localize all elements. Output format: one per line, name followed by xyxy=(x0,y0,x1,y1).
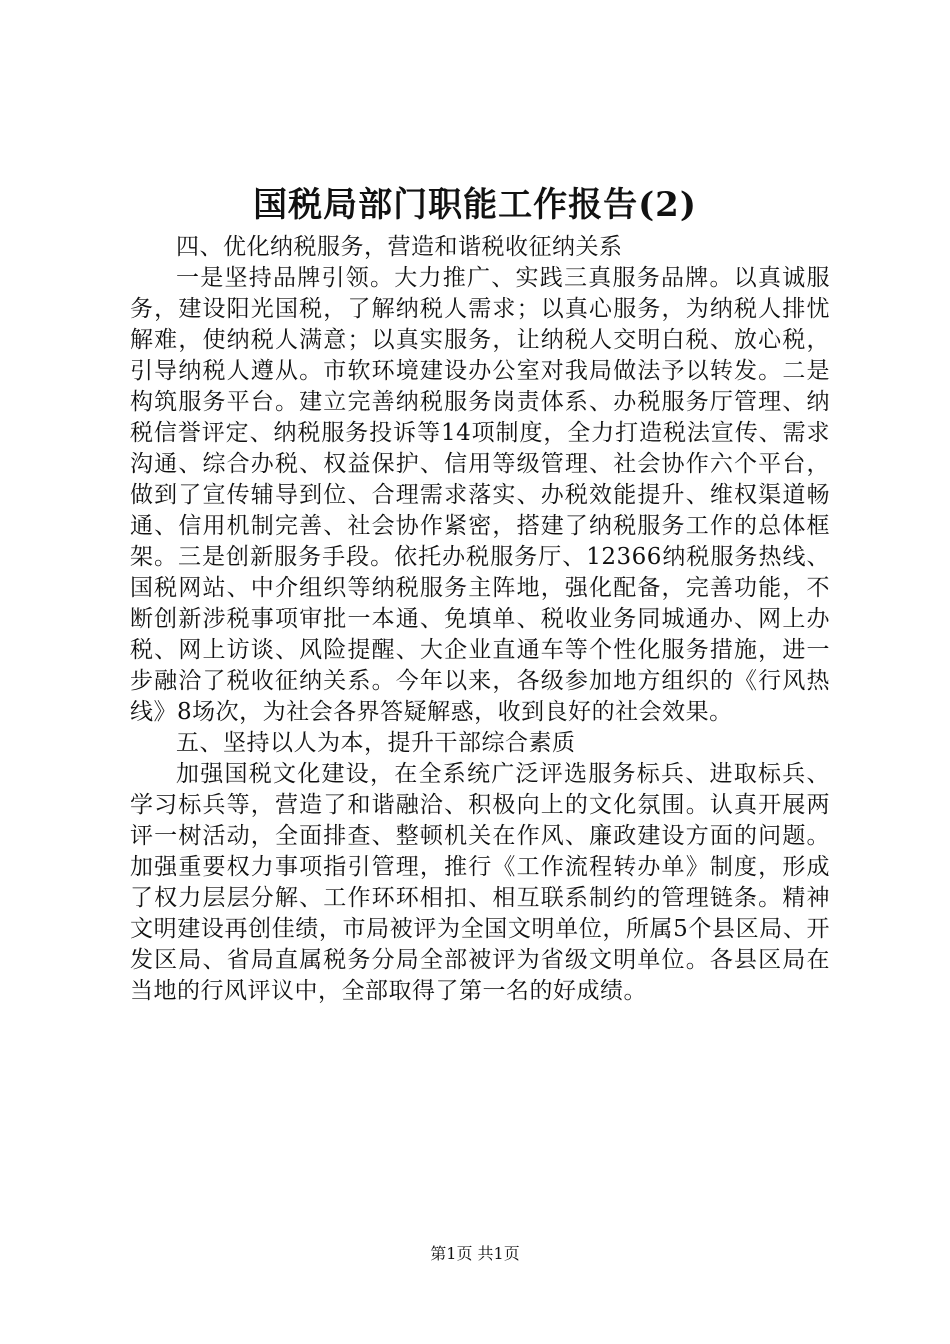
body-paragraph-service: 一是坚持品牌引领。大力推广、实践三真服务品牌。以真诚服务，建设阳光国税，了解纳税人需求；以真心服务，为纳税人排忧解难，使纳税人满意；以真实服务，让纳税人交明白税、放心税，引导纳税人遵从。市软环境建设办公室对我局做法予以转发。二是构筑服务平台。建立完善纳税服务岗责体系、办税服务厅管理、纳税信誉评定、纳税服务投诉等14项制度，全力打造税法宣传、需求沟通、综合办税、权益保护、信用等级管理、社会协作六个平台，做到了宣传辅导到位、合理需求落实、办税效能提升、维权渠道畅通、信用机制完善、社会协作紧密，搭建了纳税服务工作的总体框架。三是创新服务手段。依托办税服务厅、12366纳税服务热线、国税网站、中介组织等纳税服务主阵地，强化配备，完善功能，不断创新涉税事项审批一本通、免填单、税收业务同城通办、网上办税、网上访谈、风险提醒、大企业直通车等个性化服务措施，进一步融洽了税收征纳关系。今年以来，各级参加地方组织的《行风热线》8场次，为社会各界答疑解惑，收到良好的社会效果。 xyxy=(130,265,830,725)
document-title: 国税局部门职能工作报告(2) xyxy=(253,185,697,225)
section-heading-five: 五、坚持以人为本，提升干部综合素质 xyxy=(176,730,576,756)
document-body xyxy=(130,232,830,1007)
section-heading-four: 四、优化纳税服务，营造和谐税收征纳关系 xyxy=(176,234,623,260)
page-footer: 第1页 共1页 xyxy=(430,1244,520,1263)
body-paragraph-culture: 加强国税文化建设，在全系统广泛评选服务标兵、进取标兵、学习标兵等，营造了和谐融洽、积极向上的文化氛围。认真开展两评一树活动，全面排查、整顿机关在作风、廉政建设方面的问题。加强重要权力事项指引管理，推行《工作流程转办单》制度，形成了权力层层分解、工作环环相扣、相互联系制约的管理链条。精神文明建设再创佳绩，市局被评为全国文明单位，所属5个县区局、开发区局、省局直属税务分局全部被评为省级文明单位。各县区局在当地的行风评议中，全部取得了第一名的好成绩。 xyxy=(130,761,830,1004)
